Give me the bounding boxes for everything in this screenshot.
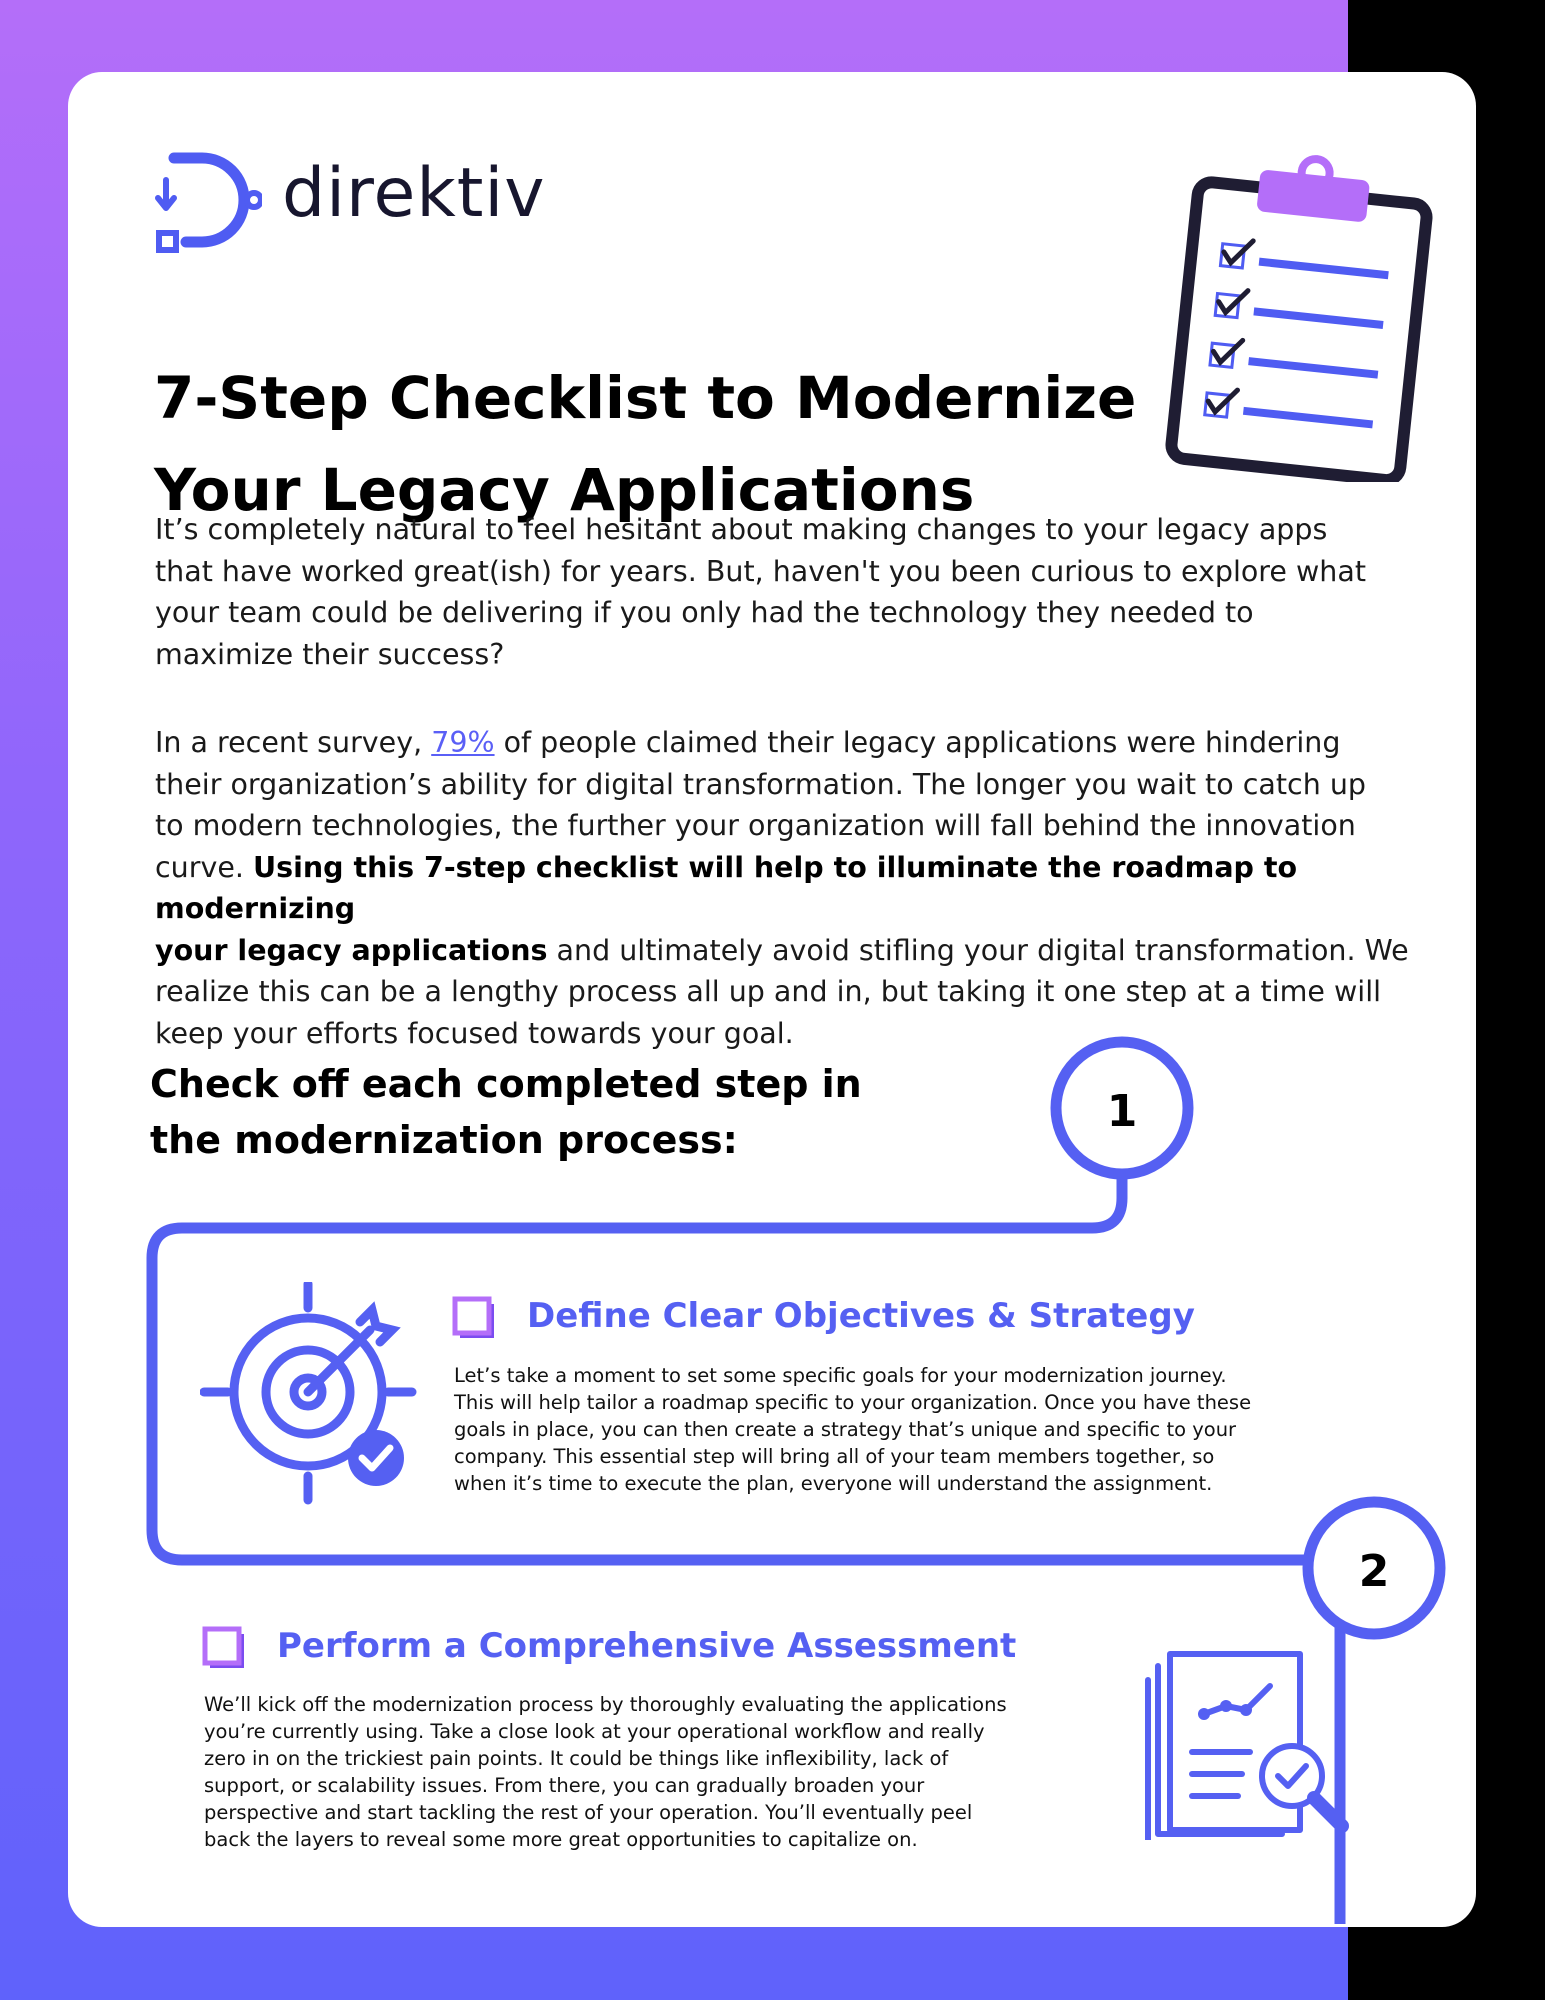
intro-p1-line: It’s completely natural to feel hesitant about making changes to your legacy apps xyxy=(155,513,1328,546)
step-1-desc-line: goals in place, you can then create a strategy that’s unique and specific to your xyxy=(454,1418,1237,1441)
step-1-title: Define Clear Objectives & Strategy xyxy=(527,1296,1195,1336)
step-2-description xyxy=(204,1691,1007,1853)
intro-p2-line: keep your efforts focused towards your goal. xyxy=(155,1016,794,1050)
intro-bold-text: Using this 7-step checklist will help to illuminate the roadmap to modernizing xyxy=(155,850,1298,925)
step-2-desc-line: you’re currently using. Take a close look at your operational workflow and really xyxy=(204,1720,985,1743)
intro-text: curve. xyxy=(155,850,253,884)
step-1-number-badge xyxy=(1056,1042,1188,1174)
intro-text: and ultimately avoid stifling your digital transformation. We xyxy=(547,933,1409,967)
intro-p1-line: that have worked great(ish) for years. But, haven't you been curious to explore what xyxy=(155,554,1366,588)
intro-text: In a recent survey, xyxy=(155,726,432,759)
step-2-number-badge xyxy=(1308,1502,1440,1634)
step-1-description xyxy=(454,1362,1251,1497)
step-1-desc-line: Let’s take a moment to set some specific goals for your modernization journey. xyxy=(454,1364,1227,1387)
brand-name: direktiv xyxy=(282,154,546,233)
target-arrow-check-icon xyxy=(200,1282,420,1506)
step-2-desc-line: support, or scalability issues. From there, you can gradually broaden your xyxy=(204,1774,925,1797)
step-1-desc-line: when it’s time to execute the plan, everyone will understand the assignment. xyxy=(454,1472,1213,1495)
intro-p2-line: their organization’s ability for digital transformation. The longer you wait to catch up xyxy=(155,767,1366,801)
step-2-checkbox[interactable] xyxy=(202,1626,248,1672)
step-2-desc-line: back the layers to reveal some more great opportunities to capitalize on. xyxy=(204,1828,918,1851)
title-line-1: 7-Step Checklist to Modernize xyxy=(154,364,1137,432)
intro-p2-line: realize this can be a lengthy process all up and in, but taking it one step at a time will xyxy=(155,975,1382,1008)
step-1-number: 1 xyxy=(1106,1086,1138,1137)
step-2-title: Perform a Comprehensive Assessment xyxy=(277,1626,1017,1666)
checklist-heading-line-1: Check off each completed step in xyxy=(150,1062,862,1106)
step-1-desc-line: company. This essential step will bring all of your team members together, so xyxy=(454,1445,1215,1468)
intro-bold-text: your legacy applications xyxy=(155,933,548,967)
step-2-desc-line: perspective and start tackling the rest of your operation. You’ll eventually peel xyxy=(204,1801,973,1824)
step-2-desc-line: We’ll kick off the modernization process by thoroughly evaluating the applications xyxy=(204,1693,1007,1716)
title-line-2: Your Legacy Applications xyxy=(154,456,975,524)
step-1-desc-line: This will help tailor a roadmap specific to your organization. Once you have these xyxy=(454,1391,1252,1414)
intro-p1-line: maximize their success? xyxy=(155,637,505,671)
step-2-desc-line: zero in on the trickiest pain points. It could be things like inflexibility, lack of xyxy=(204,1747,949,1770)
intro-p1-line: your team could be delivering if you only had the technology they needed to xyxy=(155,596,1254,629)
report-magnifier-icon xyxy=(1142,1644,1366,1840)
checklist-heading-line-2: the modernization process: xyxy=(150,1118,738,1162)
intro-text: of people claimed their legacy applications were hindering xyxy=(494,726,1341,759)
survey-link[interactable]: 79% xyxy=(431,726,495,759)
intro-p2-line: to modern technologies, the further your organization will fall behind the innovation xyxy=(155,809,1356,842)
step-2-number: 2 xyxy=(1358,1546,1390,1597)
step-1-checkbox[interactable] xyxy=(452,1296,498,1342)
